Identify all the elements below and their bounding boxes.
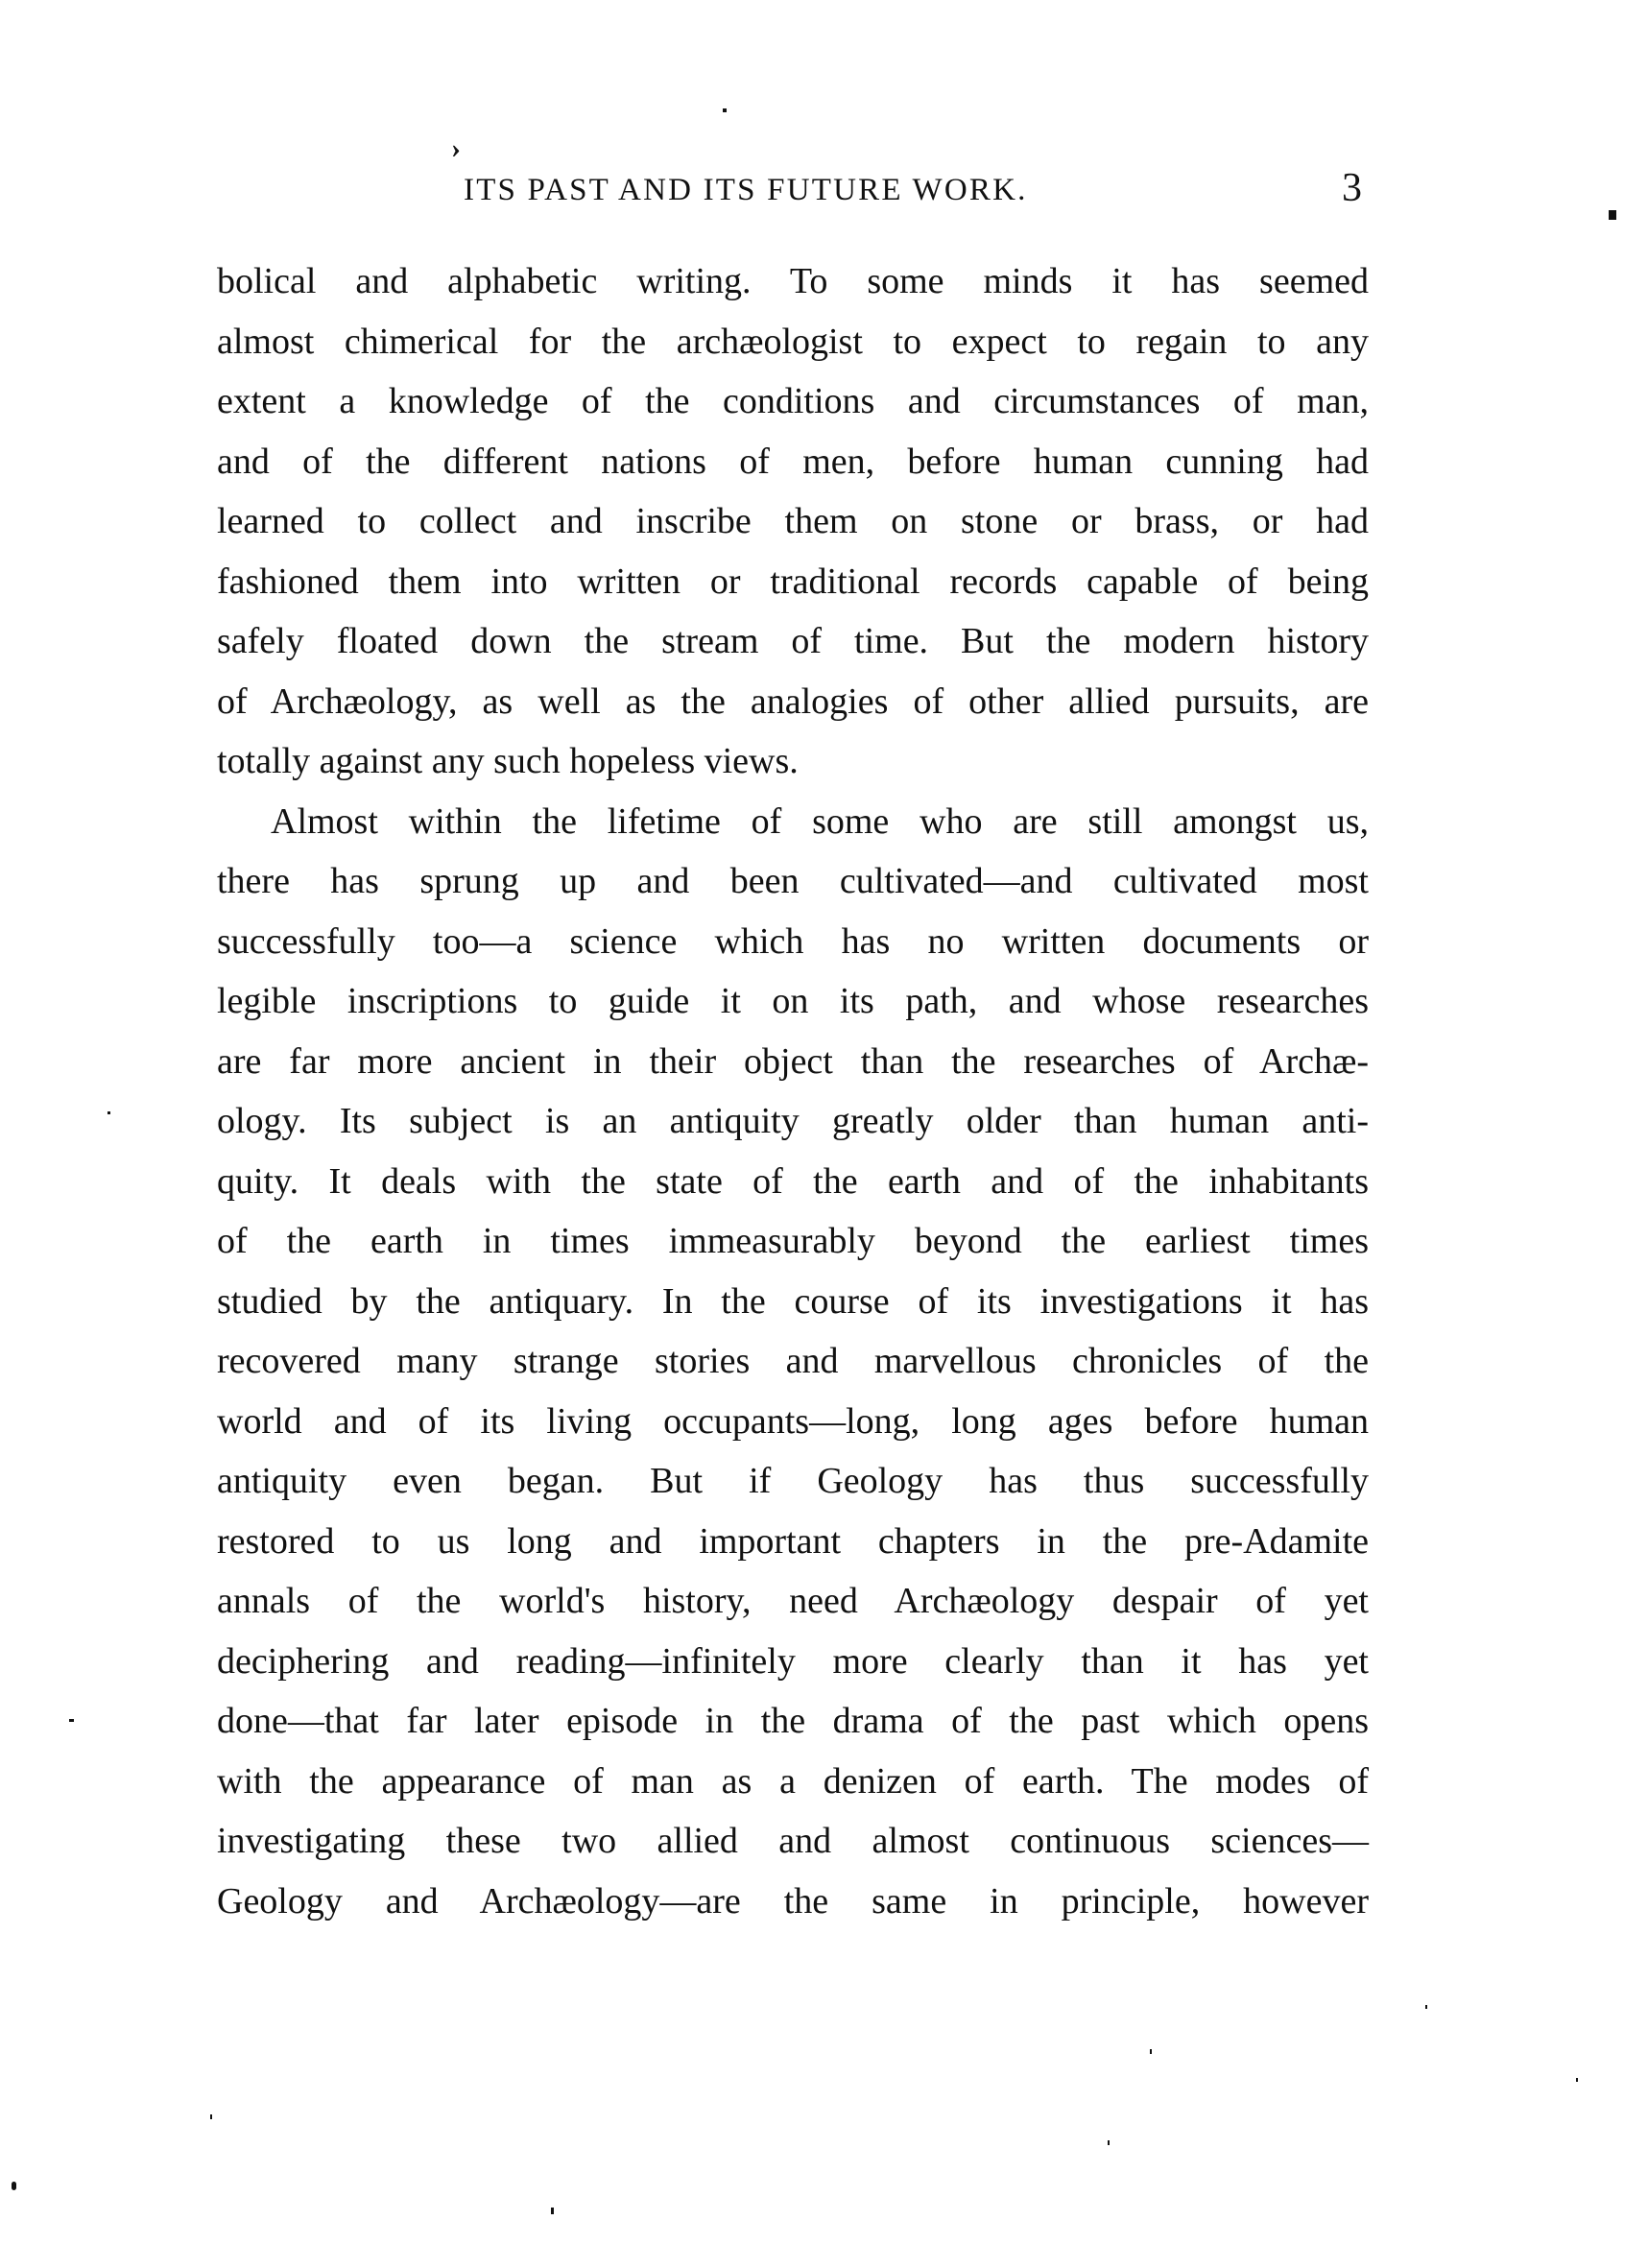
scan-speck [210, 2114, 212, 2119]
text-line: recovered many strange stories and marvellous chronicles of the [217, 1341, 1369, 1381]
text-line: bolical and alphabetic writing. To some minds it has seemed [217, 261, 1369, 301]
text-line: studied by the antiquary. In the course of its investigations it has [217, 1280, 1369, 1322]
text-line: legible inscriptions to guide it on its path, and whose researches [217, 981, 1369, 1021]
text-line: of Archæology, as well as the analogies of other allied pursuits, are [217, 680, 1369, 722]
scan-speck [1609, 210, 1616, 220]
scan-speck [1150, 2049, 1152, 2054]
scan-speck [12, 2182, 16, 2190]
text-line: deciphering and reading—infinitely more clearly than it has yet [217, 1640, 1369, 1682]
scan-speck [723, 108, 727, 112]
printer-mark: › [451, 132, 461, 164]
scan-speck [1425, 2005, 1427, 2009]
text-line: extent a knowledge of the conditions and circumstances of man, [217, 381, 1369, 421]
text-line: and of the different nations of men, before human cunning had [217, 441, 1369, 482]
running-head-title: ITS PAST AND ITS FUTURE WORK. [464, 173, 1028, 207]
text-line: world and of its living occupants—long, long ages before human [217, 1400, 1369, 1442]
text-line: successfully too—a science which has no written documents or [217, 920, 1369, 962]
text-line: quity. It deals with the state of the earth and of the inhabitants [217, 1160, 1369, 1202]
text-line: are far more ancient in their object than the researches of Archæ- [217, 1040, 1369, 1082]
body-text [217, 251, 1369, 1931]
text-line: annals of the world's history, need Archæology despair of yet [217, 1581, 1369, 1621]
paragraph-1 [217, 251, 1369, 792]
text-line: safely floated down the stream of time. But the modern history [217, 621, 1369, 661]
scan-speck [107, 1111, 110, 1114]
text-line: learned to collect and inscribe them on stone or brass, or had [217, 501, 1369, 541]
scan-speck [551, 2208, 554, 2214]
scan-speck [1108, 2140, 1110, 2145]
text-line: investigating these two allied and almost continuous sciences— [217, 1821, 1369, 1861]
text-line: done—that far later episode in the drama of the past which opens [217, 1701, 1369, 1741]
page-number: 3 [1342, 166, 1362, 210]
text-line: restored to us long and important chapters in the pre-Adamite [217, 1520, 1369, 1562]
scan-speck [69, 1719, 74, 1722]
text-line: ology. Its subject is an antiquity greatly older than human anti- [217, 1101, 1369, 1141]
text-line: almost chimerical for the archæologist to expect to regain to any [217, 321, 1369, 362]
text-line: fashioned them into written or traditional records capable of being [217, 561, 1369, 602]
text-line: Geology and Archæology—are the same in principle, however [217, 1880, 1369, 1922]
text-line: Almost within the lifetime of some who are still amongst us, [271, 800, 1369, 842]
text-line: antiquity even began. But if Geology has thus successfully [217, 1461, 1369, 1501]
text-line: with the appearance of man as a denizen of earth. The modes of [217, 1760, 1369, 1802]
text-line: of the earth in times immeasurably beyond the earliest times [217, 1221, 1369, 1261]
scan-speck [1576, 2078, 1578, 2082]
text-line: totally against any such hopeless views. [217, 741, 799, 781]
paragraph-2 [217, 792, 1369, 1932]
text-line: there has sprung up and been cultivated—and cultivated most [217, 861, 1369, 901]
